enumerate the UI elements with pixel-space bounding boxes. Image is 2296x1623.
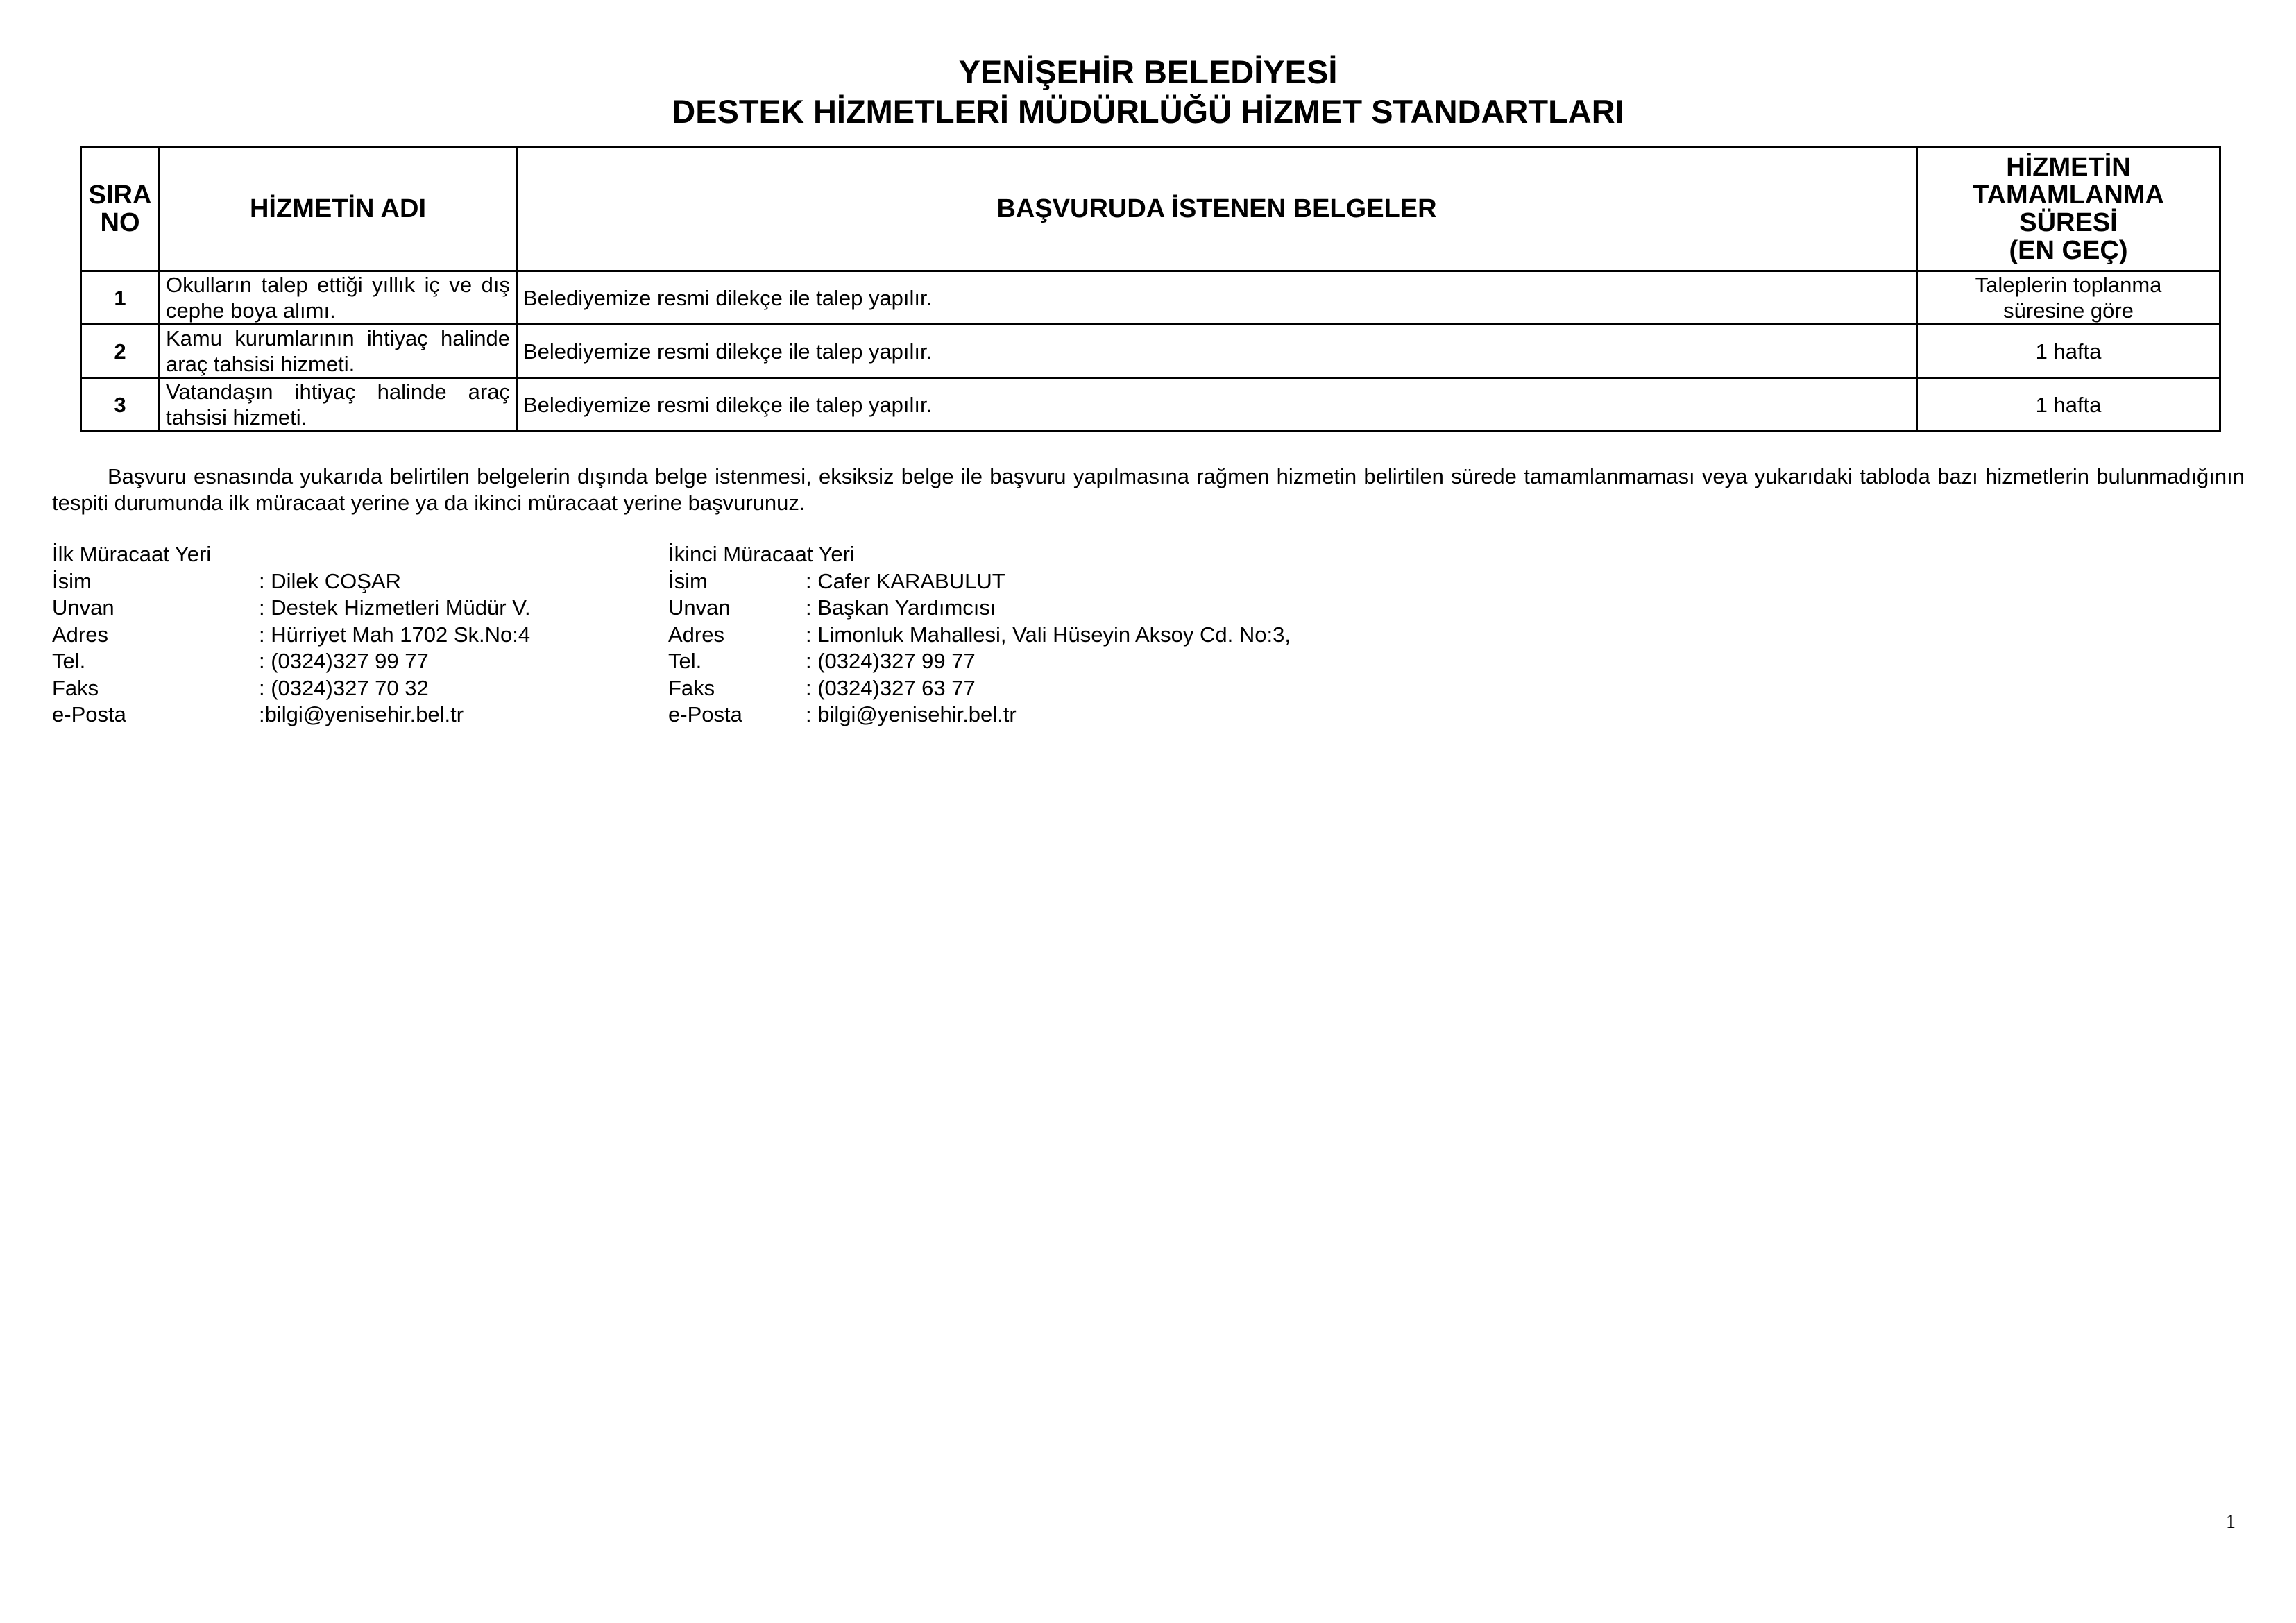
contact-label: Faks: [52, 675, 99, 700]
service-name: Kamu kurumlarının ihtiyaç halinde araç tahsisi hizmeti.: [160, 325, 517, 378]
contact-label: e-Posta: [668, 702, 742, 726]
contact-value: : Başkan Yardımcısı: [806, 595, 996, 620]
contact-row-fax: [668, 675, 1291, 702]
contact-label: Adres: [668, 622, 724, 647]
contact-label: İsim: [668, 568, 708, 593]
header-sira-no: SIRA NO: [81, 147, 160, 271]
table-header-row: [81, 147, 2220, 271]
table-row: [81, 378, 2220, 432]
contact-label: Adres: [52, 622, 108, 647]
contact-row-name: [52, 568, 531, 595]
first-contact-block: [52, 541, 531, 729]
row-number: 2: [81, 325, 160, 378]
contact-label: Unvan: [52, 595, 114, 620]
service-standards-table: [80, 146, 2221, 432]
table-row: [81, 271, 2220, 325]
contact-value: : Limonluk Mahallesi, Vali Hüseyin Aksoy Cd. No:3,: [806, 622, 1291, 647]
contact-value: : (0324)327 70 32: [259, 675, 429, 700]
header-hizmet-adi: HİZMETİN ADI: [160, 147, 517, 271]
contact-value: : Hürriyet Mah 1702 Sk.No:4: [259, 622, 531, 647]
contact-value: : (0324)327 99 77: [806, 649, 976, 673]
service-name: Vatandaşın ihtiyaç halinde araç tahsisi hizmeti.: [160, 378, 517, 432]
contact-row-email: [668, 702, 1291, 729]
second-contact-block: [668, 541, 1291, 729]
contact-label: Unvan: [668, 595, 731, 620]
required-documents: Belediyemize resmi dilekçe ile talep yapılır.: [517, 325, 1917, 378]
service-name: Okulların talep ettiği yıllık iç ve dış cephe boya alımı.: [160, 271, 517, 325]
contact-row-fax: [52, 675, 531, 702]
contact-row-address: [668, 622, 1291, 649]
header-basvuru-belgeler: BAŞVURUDA İSTENEN BELGELER: [517, 147, 1917, 271]
contact-label: Tel.: [668, 649, 702, 673]
contact-row-phone: [52, 648, 531, 675]
contact-row-title: [668, 595, 1291, 622]
completion-time: 1 hafta: [1917, 325, 2220, 378]
required-documents: Belediyemize resmi dilekçe ile talep yapılır.: [517, 271, 1917, 325]
contact-label: e-Posta: [52, 702, 126, 726]
completion-time: Taleplerin toplanma süresine göre: [1917, 271, 2220, 325]
contact-label: İsim: [52, 568, 92, 593]
row-number: 1: [81, 271, 160, 325]
contact-label: Faks: [668, 675, 715, 700]
contact-row-title: [52, 595, 531, 622]
contact-row-address: [52, 622, 531, 649]
contact-row-phone: [668, 648, 1291, 675]
required-documents: Belediyemize resmi dilekçe ile talep yapılır.: [517, 378, 1917, 432]
contact-label: Tel.: [52, 649, 86, 673]
contact-row-name: [668, 568, 1291, 595]
document-title-line-1: YENİŞEHİR BELEDİYESİ: [958, 53, 1338, 90]
header-tamamlanma-suresi: HİZMETİN TAMAMLANMA SÜRESİ (EN GEÇ): [1917, 147, 2220, 271]
contact-value: : Dilek COŞAR: [259, 568, 401, 593]
table-row: [81, 325, 2220, 378]
contact-row-email: [52, 702, 531, 729]
contact-value: : (0324)327 99 77: [259, 649, 429, 673]
contact-value: : bilgi@yenisehir.bel.tr: [806, 702, 1017, 726]
completion-time: 1 hafta: [1917, 378, 2220, 432]
application-note: Başvuru esnasında yukarıda belirtilen belgelerin dışında belge istenmesi, eksiksiz belge ile başvuru yapılmasına rağmen hizmetin belirtilen sürede tamamlanmaması veya yukarıdaki tabloda bazı hizmetlerin bulunmadığının tespiti durumunda ilk müracaat yerine ya da ikinci müracaat yerine başvurunuz.: [52, 464, 2245, 515]
document-title-line-2: DESTEK HİZMETLERİ MÜDÜRLÜĞÜ HİZMET STANDARTLARI: [672, 93, 1624, 130]
page-number: 1: [2226, 1511, 2236, 1533]
contact-value: : (0324)327 63 77: [806, 675, 976, 700]
contact-value: :bilgi@yenisehir.bel.tr: [259, 702, 464, 726]
contact-value: : Cafer KARABULUT: [806, 568, 1005, 593]
first-contact-heading: İlk Müracaat Yeri: [52, 542, 212, 566]
row-number: 3: [81, 378, 160, 432]
contact-value: : Destek Hizmetleri Müdür V.: [259, 595, 531, 620]
second-contact-heading: İkinci Müracaat Yeri: [668, 542, 855, 566]
